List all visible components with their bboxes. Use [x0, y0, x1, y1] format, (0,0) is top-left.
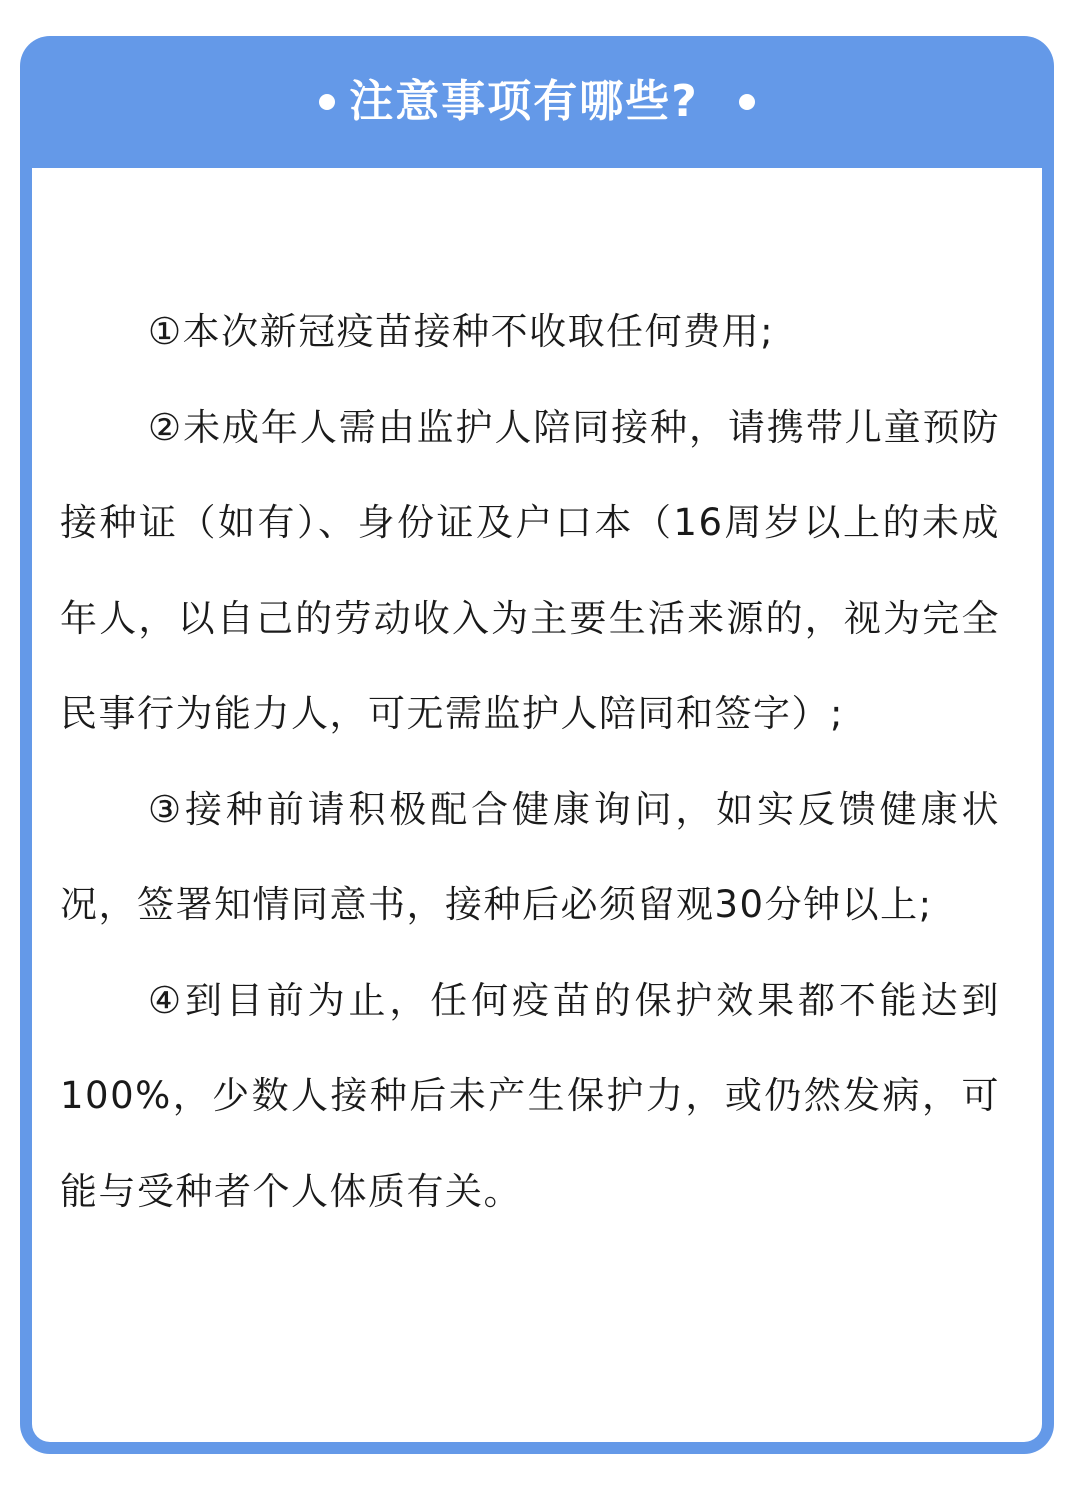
card-body — [32, 168, 1042, 1442]
notice-item-2: ②未成年人需由监护人陪同接种，请携带儿童预防接种证（如有）、身份证及户口本（16周岁以上的未成年人，以自己的劳动收入为主要生活来源的，视为完全民事行为能力人，可无需监护人陪同和签字）; — [60, 405, 1000, 735]
notice-card — [20, 36, 1054, 1454]
bullet-dot-icon — [739, 94, 755, 110]
notice-item-4: ④到目前为止，任何疫苗的保护效果都不能达到100%，少数人接种后未产生保护力，或仍然发病，可能与受种者个人体质有关。 — [60, 978, 1000, 1213]
notice-item-3: ③接种前请积极配合健康询问，如实反馈健康状况，签署知情同意书，接种后必须留观30分钟以上; — [60, 787, 1000, 926]
header-title: 注意事项有哪些? — [349, 76, 699, 127]
notice-item-1: ①本次新冠疫苗接种不收取任何费用; — [148, 310, 775, 353]
card-header — [20, 36, 1054, 168]
bullet-dot-icon — [319, 94, 335, 110]
